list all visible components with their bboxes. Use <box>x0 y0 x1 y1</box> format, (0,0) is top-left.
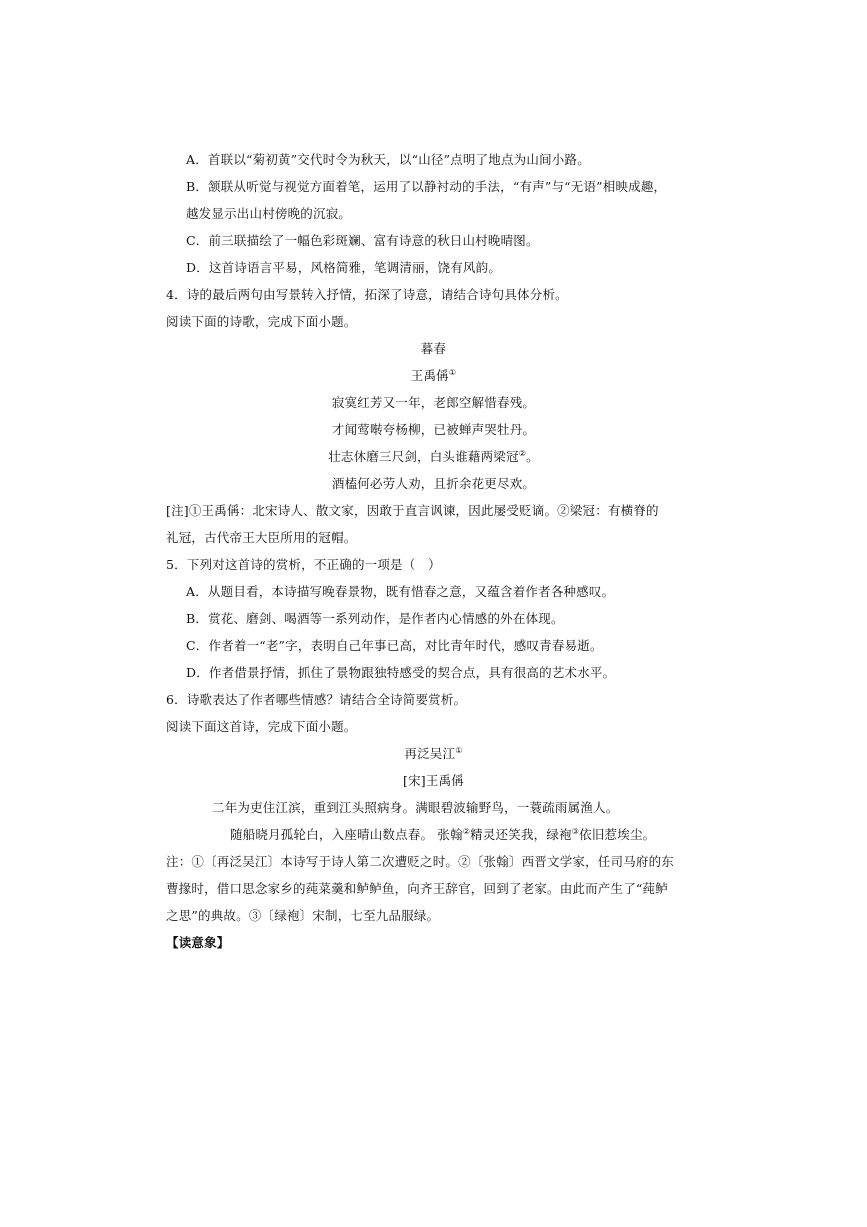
poem3-line-2-part1: 随船晓月孤轮白，入座晴山数点春。 张翰 <box>230 827 463 842</box>
poem3-line-2-part3: 依旧惹埃尘。 <box>579 827 656 842</box>
q3-option-d: D．这首诗语言平易，风格简雅，笔调清丽，饶有风韵。 <box>186 260 502 275</box>
poem3-line-1: 二年为吏住江滨，重到江头照病身。满眼碧波输野鸟，一蓑疏雨属渔人。 <box>212 800 619 815</box>
poem2-line-4: 酒榼何必劳人劝，且折余花更尽欢。 <box>331 476 536 491</box>
poem2-line-1: 寂寞红芳又一年，老郎空解惜春残。 <box>331 395 536 410</box>
poem3-title-note-mark: ① <box>455 745 463 755</box>
poem2-note-line1: [注]①王禹偁：北宋诗人、散文家，因敢于直言讽谏，因此屡受贬谪。②梁冠：有横脊的 <box>166 503 659 518</box>
poem3-line-2-note-mark-1: ② <box>462 826 471 836</box>
poem3-note-line2: 曹掾时，借口思念家乡的莼菜羹和鲈鲈鱼，向齐王辞官，回到了老家。由此而产生了“莼鲈 <box>166 881 668 896</box>
q5-option-d: D．作者借景抒情，抓住了景物跟独特感受的契合点，具有很高的艺术水平。 <box>186 665 616 680</box>
poem3-title-text: 再泛吴江 <box>404 746 456 761</box>
poem2-line-3-note-mark: ② <box>518 448 527 458</box>
poem2-title: 暮春 <box>420 341 447 356</box>
poem2-author-name: 王禹偁 <box>410 368 449 383</box>
poem2-line-3-text: 壮志休磨三尺剑，白头谁藉两梁冠 <box>328 449 519 464</box>
poem2-line-3-end: 。 <box>526 449 539 464</box>
q3-option-b-line1: B．颔联从听觉与视觉方面着笔，运用了以静衬动的手法，“有声”与“无语”相映成趣， <box>186 179 667 194</box>
q5-option-b: B．赏花、磨剑、喝酒等一系列动作，是作者内心情感的外在体现。 <box>186 611 564 626</box>
poem2-author <box>0 367 867 385</box>
poem2-note-line2: 礼冠，古代帝王大臣所用的冠帽。 <box>166 530 357 545</box>
question-6: 6．诗歌表达了作者哪些情感？请结合全诗简要赏析。 <box>166 692 467 707</box>
q5-option-c: C．作者着一“老”字，表明自己年事已高，对比青年时代，感叹青春易逝。 <box>186 638 603 653</box>
poem3-line-2-note-mark-2: ③ <box>571 826 580 836</box>
q3-option-a: A．首联以“菊初黄”交代时令为秋天，以“山径”点明了地点为山间小路。 <box>186 152 590 167</box>
poem3-title <box>0 745 867 763</box>
poem2-author-note-mark: ① <box>448 367 457 377</box>
reading-intro-poem2: 阅读下面的诗歌，完成下面小题。 <box>166 314 357 329</box>
question-5-stem: 5．下列对这首诗的赏析，不正确的一项是（ ） <box>166 557 441 572</box>
question-4: 4．诗的最后两句由写景转入抒情，拓深了诗意，请结合诗句具体分析。 <box>166 287 568 302</box>
reading-intro-poem3: 阅读下面这首诗，完成下面小题。 <box>166 719 357 734</box>
q3-option-c: C．前三联描绘了一幅色彩斑斓、富有诗意的秋日山村晚晴图。 <box>186 233 539 248</box>
poem3-author: [宋]王禹偁 <box>403 773 464 788</box>
poem2-line-2: 才闻莺啭夸杨柳，已被蝉声哭牡丹。 <box>331 422 536 437</box>
poem3-note-line3: 之思”的典故。③〔绿袍〕宋制，七至九品服绿。 <box>166 908 440 923</box>
poem2-line-3 <box>0 448 867 466</box>
q5-option-a: A．从题目看，本诗描写晚春景物，既有惜春之意，又蕴含着作者各种感叹。 <box>186 584 615 599</box>
poem3-note-line1: 注：①〔再泛吴江〕本诗写于诗人第二次遭贬之时。②〔张翰〕西晋文学家，任司马府的东 <box>166 854 675 869</box>
poem3-line-2-part2: 精灵还笑我，绿袍 <box>470 827 572 842</box>
section-label-imagery: 【读意象】 <box>166 935 230 950</box>
poem3-line-2 <box>230 826 655 844</box>
q3-option-b-line2: 越发显示出山村傍晚的沉寂。 <box>186 206 352 221</box>
